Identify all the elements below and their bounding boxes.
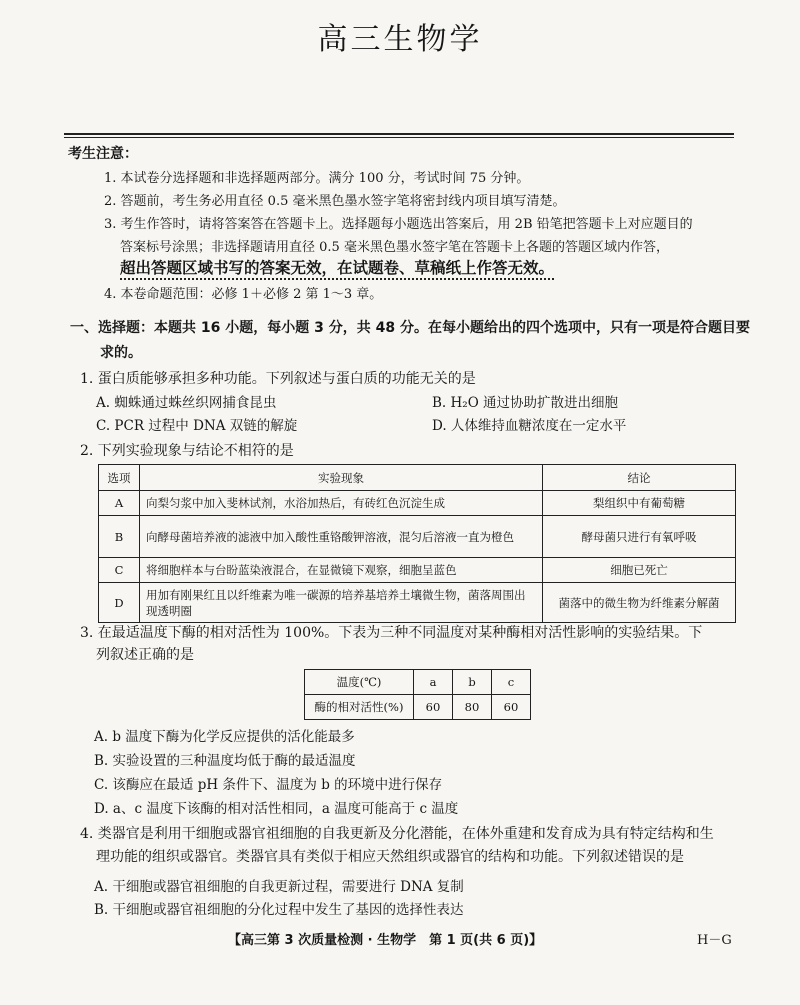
- header-rule-thin: [64, 137, 734, 138]
- q2-table-header-row: [99, 465, 736, 491]
- q3-temp-b: b: [453, 670, 492, 695]
- q2-row-a-phenomenon: 向梨匀浆中加入斐林试剂，水浴加热后，有砖红色沉淀生成: [140, 491, 543, 516]
- q3-option-d: D. a、c 温度下该酶的相对活性相同，a 温度可能高于 c 温度: [94, 801, 459, 817]
- q3-table: [304, 669, 531, 720]
- q3-activity-c: 60: [492, 695, 531, 720]
- q3-activity-b: 80: [453, 695, 492, 720]
- notice-item-3-cont: 答案标号涂黑；非选择题请用直径 0.5 毫米黑色墨水签字笔在答题卡上各题的答题区域内作答，: [120, 240, 669, 255]
- q3-activity-a: 60: [414, 695, 453, 720]
- notice-heading: 考生注意：: [68, 146, 138, 162]
- q2-row-d-option: D: [99, 583, 140, 623]
- q2-stem: 2. 下列实验现象与结论不相符的是: [80, 443, 294, 459]
- q3-header-activity: 酶的相对活性(%): [305, 695, 414, 720]
- q2-row-d-conclusion: 菌落中的微生物为纤维素分解菌: [543, 583, 736, 623]
- q3-temp-a: a: [414, 670, 453, 695]
- q2-row-a-conclusion: 梨组织中有葡萄糖: [543, 491, 736, 516]
- table-row: [99, 583, 736, 623]
- q4-stem: 4. 类器官是利用干细胞或器官祖细胞的自我更新及分化潜能，在体外重建和发育成为具有特定结构和生: [80, 826, 714, 842]
- q2-header-conclusion: 结论: [543, 465, 736, 491]
- q4-option-a: A. 干细胞或器官祖细胞的自我更新过程，需要进行 DNA 复制: [94, 879, 464, 895]
- q2-table: [98, 464, 736, 623]
- q2-row-b-option: B: [99, 516, 140, 558]
- q3-stem-cont: 列叙述正确的是: [96, 647, 194, 663]
- q2-row-c-phenomenon: 将细胞样本与台盼蓝染液混合，在显微镜下观察，细胞呈蓝色: [140, 558, 543, 583]
- table-row: [99, 516, 736, 558]
- table-row: [99, 558, 736, 583]
- notice-item-3: 3. 考生作答时，请将答案答在答题卡上。选择题每小题选出答案后，用 2B 铅笔把答题卡上对应题目的: [104, 217, 693, 232]
- q3-option-b: B. 实验设置的三种温度均低于酶的最适温度: [94, 753, 356, 769]
- q1-option-b: B. H₂O 通过协助扩散进出细胞: [432, 395, 619, 411]
- q2-row-a-option: A: [99, 491, 140, 516]
- q4-stem-cont: 理功能的组织或器官。类器官具有类似于相应天然组织或器官的结构和功能。下列叙述错误的是: [96, 849, 684, 865]
- header-rule-thick: [64, 133, 734, 135]
- page-title: 高三生物学: [317, 22, 483, 57]
- q2-row-c-option: C: [99, 558, 140, 583]
- table-row: [99, 491, 736, 516]
- q3-option-c: C. 该酶应在最适 pH 条件下、温度为 b 的环境中进行保存: [94, 777, 443, 793]
- q1-option-c: C. PCR 过程中 DNA 双链的解旋: [96, 418, 298, 434]
- q2-header-phenomenon: 实验现象: [140, 465, 543, 491]
- paper-code: H－G: [697, 933, 732, 948]
- q3-header-temperature: 温度(℃): [305, 670, 414, 695]
- q3-stem: 3. 在最适温度下酶的相对活性为 100%。下表为三种不同温度对某种酶相对活性影响的实验结果。下: [80, 625, 703, 641]
- table-row: [305, 670, 531, 695]
- notice-item-2: 2. 答题前，考生务必用直径 0.5 毫米黑色墨水签字笔将密封线内项目填写清楚。: [104, 194, 566, 209]
- q2-row-b-phenomenon: 向酵母菌培养液的滤液中加入酸性重铬酸钾溶液，混匀后溶液一直为橙色: [140, 516, 543, 558]
- q2-header-option: 选项: [99, 465, 140, 491]
- q1-option-d: D. 人体维持血糖浓度在一定水平: [432, 418, 627, 434]
- q4-option-b: B. 干细胞或器官祖细胞的分化过程中发生了基因的选择性表达: [94, 902, 464, 918]
- notice-item-3-emphasis-text: 超出答题区域书写的答案无效，在试题卷、草稿纸上作答无效。: [120, 259, 554, 280]
- q2-row-c-conclusion: 细胞已死亡: [543, 558, 736, 583]
- section-instruction: 一、选择题：本题共 16 小题，每小题 3 分，共 48 分。在每小题给出的四个选项中，只有一项是符合题目要: [70, 320, 750, 336]
- q2-row-b-conclusion: 酵母菌只进行有氧呼吸: [543, 516, 736, 558]
- q2-row-d-phenomenon: 用加有刚果红且以纤维素为唯一碳源的培养基培养土壤微生物，菌落周围出现透明圈: [140, 583, 543, 623]
- q1-option-a: A. 蜘蛛通过蛛丝织网捕食昆虫: [96, 395, 277, 411]
- notice-item-1: 1. 本试卷分选择题和非选择题两部分。满分 100 分，考试时间 75 分钟。: [104, 171, 530, 186]
- page-footer: 【高三第 3 次质量检测 · 生物学 第 1 页(共 6 页)】: [228, 933, 543, 948]
- q3-option-a: A. b 温度下酶为化学反应提供的活化能最多: [94, 729, 355, 745]
- notice-item-4: 4. 本卷命题范围：必修 1＋必修 2 第 1～3 章。: [104, 287, 383, 302]
- q1-stem: 1. 蛋白质能够承担多种功能。下列叙述与蛋白质的功能无关的是: [80, 371, 476, 387]
- table-row: [305, 695, 531, 720]
- section-instruction-cont: 求的。: [100, 345, 142, 361]
- notice-item-3-emphasis: [120, 256, 554, 278]
- q3-temp-c: c: [492, 670, 531, 695]
